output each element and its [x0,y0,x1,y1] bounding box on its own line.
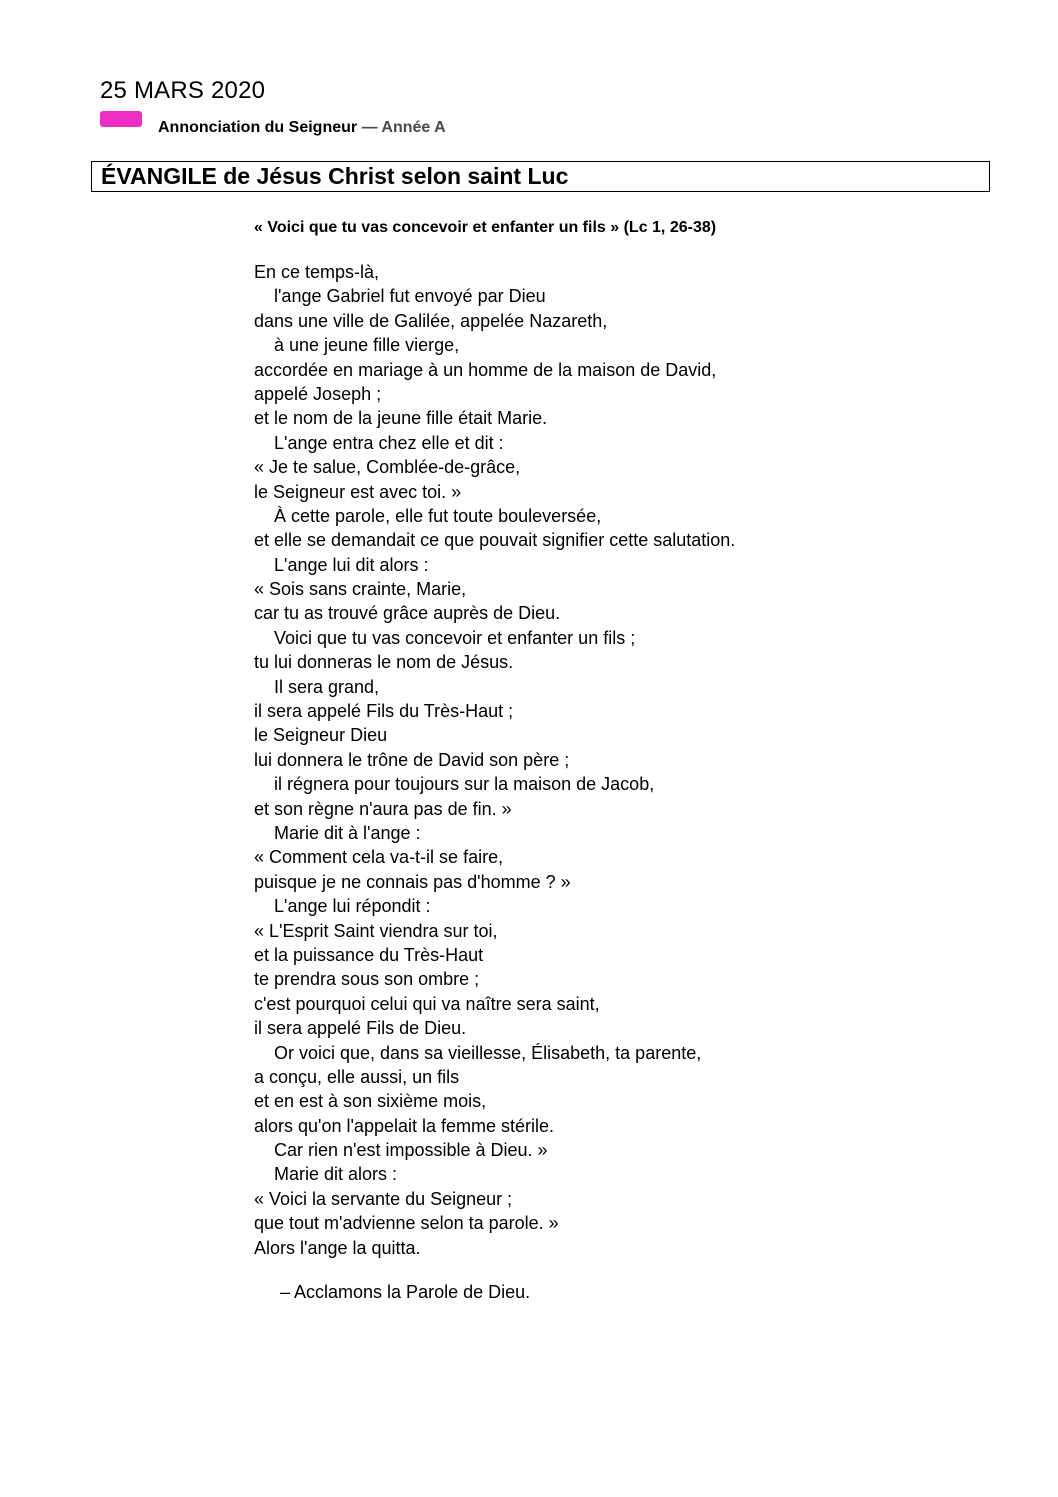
feast-title [158,117,446,139]
gospel-line: « Voici la servante du Seigneur ; [254,1188,513,1209]
page-date: 25 MARS 2020 [100,77,266,104]
gospel-line: c'est pourquoi celui qui va naître sera saint, [254,993,600,1014]
gospel-line: alors qu'on l'appelait la femme stérile. [254,1115,555,1136]
gospel-subtitle: « Voici que tu vas concevoir et enfanter un fils » (Lc 1, 26-38) [254,219,717,236]
gospel-line: te prendra sous son ombre ; [254,969,480,990]
gospel-line: Voici que tu vas concevoir et enfanter un fils ; [274,627,636,648]
gospel-line: dans une ville de Galilée, appelée Nazareth, [254,310,608,331]
gospel-line: et elle se demandait ce que pouvait signifier cette salutation. [254,530,736,551]
gospel-line: L'ange entra chez elle et dit : [274,432,504,453]
gospel-text [254,260,735,1260]
gospel-title: ÉVANGILE de Jésus Christ selon saint Luc [101,163,569,189]
gospel-line: il sera appelé Fils de Dieu. [254,1018,467,1039]
gospel-line: car tu as trouvé grâce auprès de Dieu. [254,603,561,624]
gospel-line: et son règne n'aura pas de fin. » [254,798,512,819]
gospel-line: « L'Esprit Saint viendra sur toi, [254,920,498,941]
gospel-line: Alors l'ange la quitta. [254,1237,421,1258]
gospel-line: En ce temps-là, [254,262,380,282]
liturgical-color-swatch [100,111,142,127]
gospel-line: tu lui donneras le nom de Jésus. [254,652,514,673]
gospel-line: le Seigneur Dieu [254,725,388,746]
gospel-line: Car rien n'est impossible à Dieu. » [274,1140,548,1161]
feast-name: Annonciation du Seigneur [158,119,358,136]
gospel-line: Marie dit à l'ange : [274,822,421,843]
gospel-line: il régnera pour toujours sur la maison de Jacob, [274,774,655,795]
gospel-line: lui donnera le trône de David son père ; [254,749,570,770]
feast-separator: — [361,119,378,136]
gospel-line: il sera appelé Fils du Très-Haut ; [254,701,514,722]
gospel-line: et la puissance du Très-Haut [254,944,484,965]
gospel-line: « Je te salue, Comblée-de-grâce, [254,457,521,478]
gospel-line: et le nom de la jeune fille était Marie. [254,408,548,429]
gospel-line: accordée en mariage à un homme de la maison de David, [254,359,717,380]
gospel-line: L'ange lui dit alors : [274,554,429,575]
gospel-line: Marie dit alors : [274,1164,398,1185]
gospel-line: Or voici que, dans sa vieillesse, Élisabeth, ta parente, [274,1042,702,1063]
gospel-line: et en est à son sixième mois, [254,1091,487,1112]
gospel-line: L'ange lui répondit : [274,896,431,917]
gospel-line: à une jeune fille vierge, [274,335,460,356]
acclamation: – Acclamons la Parole de Dieu. [280,1282,531,1302]
gospel-line: que tout m'advienne selon ta parole. » [254,1213,559,1234]
gospel-line: appelé Joseph ; [254,383,382,404]
gospel-line: À cette parole, elle fut toute bouleversée, [274,505,602,526]
gospel-line: le Seigneur est avec toi. » [254,481,462,502]
liturgical-year: Année A [381,119,446,136]
gospel-line: l'ange Gabriel fut envoyé par Dieu [274,286,546,307]
gospel-line: a conçu, elle aussi, un fils [254,1066,460,1087]
gospel-line: « Sois sans crainte, Marie, [254,579,467,600]
gospel-line: puisque je ne connais pas d'homme ? » [254,871,571,892]
gospel-line: « Comment cela va-t-il se faire, [254,847,504,868]
gospel-line: Il sera grand, [274,676,380,697]
